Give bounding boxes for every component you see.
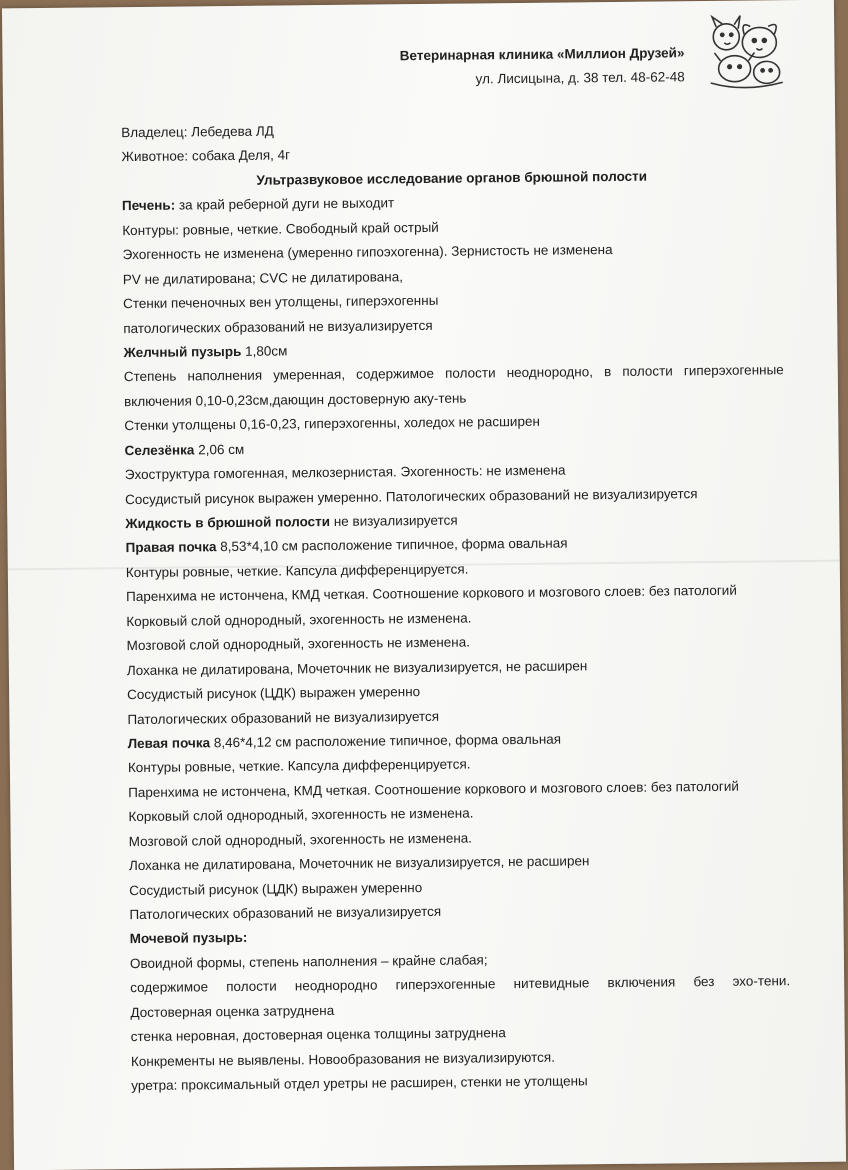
liver-heading: Печень:	[121, 197, 176, 214]
bladder-line: Конкременты не выявлены. Новообразования не визуализируются.	[130, 1049, 555, 1069]
bladder-line: уретра: проксимальный отдел уретры не расширен, стенки не утолщены	[131, 1073, 588, 1094]
gallbladder-line: Стенки утолщены 0,16-0,23, гиперэхогенны, холедох не расширен	[124, 414, 540, 434]
right-kidney-line: Сосудистый рисунок (ЦДК) выражен умеренно	[127, 684, 421, 703]
clinic-name: Ветеринарная клиника «Миллион Друзей»	[399, 45, 685, 64]
liver-line: Стенки печеночных вен утолщены, гиперэхогенны	[122, 292, 439, 312]
liver-line: патологических образований не визуализируется	[123, 317, 433, 336]
gallbladder-size: 1,80см	[245, 343, 288, 359]
left-kidney-line: Паренхима не истончена, КМД четкая. Соотношение коркового и мозгового слоев: без патологий	[128, 778, 739, 800]
report-title: Ультразвуковое исследование органов брюшной полости	[256, 168, 648, 188]
left-kidney-line: Контуры ровные, четкие. Капсула дифференцируется.	[127, 756, 471, 776]
right-kidney-line: Паренхима не истончена, КМД четкая. Соотношение коркового и мозгового слоев: без патологий	[126, 583, 737, 605]
right-kidney-line: Лоханка не дилатирована, Мочеточник не визуализируется, не расширен	[126, 657, 588, 678]
bladder-line: содержимое полости неоднородно гиперэхогенные нитевидные включения без эхо-тени.	[130, 973, 791, 996]
right-kidney-line: Мозговой слой однородный, эхогенность не изменена.	[126, 634, 471, 654]
left-kidney-line: Лоханка не дилатирована, Мочеточник не визуализируется, не расширен	[128, 853, 590, 874]
clinic-header	[400, 41, 685, 92]
bladder-line: Достоверная оценка затруднена	[130, 1002, 335, 1020]
right-kidney-line: Патологических образований не визуализируется	[127, 708, 440, 727]
spleen-heading: Селезёнка	[124, 442, 195, 458]
liver-line: Контуры: ровные, четкие. Свободный край острый	[122, 219, 439, 238]
left-kidney-size: 8,46*4,12 см расположение типичное, форма овальная	[213, 731, 562, 751]
left-kidney-line: Мозговой слой однородный, эхогенность не изменена.	[128, 830, 473, 849]
bladder-line: Овоидной формы, степень наполнения – крайне слабая;	[129, 952, 488, 971]
fluid-heading: Жидкость в брюшной полости	[125, 513, 331, 532]
spleen-line: Сосудистый рисунок выражен умеренно. Патологических образований не визуализируется	[125, 485, 698, 507]
gallbladder-heading: Желчный пузырь	[123, 343, 242, 361]
clinic-logo-animals	[704, 12, 787, 91]
bladder-line: стенка неровная, достоверная оценка толщины затруднена	[130, 1025, 506, 1045]
fluid-value: не визуализируется	[333, 512, 458, 529]
liver-line: Эхогенность не изменена (умеренно гипоэхогенна). Зернистость не изменена	[122, 242, 613, 263]
animal-label: Животное:	[121, 148, 189, 165]
report-body	[121, 114, 791, 1098]
left-kidney-line: Патологических образований не визуализируется	[129, 903, 442, 923]
owner-label: Владелец:	[121, 124, 188, 141]
spleen-line: Эхоструктура гомогенная, мелкозернистая. Эхогенность: не изменена	[124, 462, 566, 483]
left-kidney-line: Сосудистый рисунок (ЦДК) выражен умеренно	[129, 879, 423, 898]
right-kidney-heading: Правая почка	[125, 539, 217, 556]
right-kidney-line: Контуры ровные, четкие. Капсула дифференцируется.	[125, 561, 469, 580]
liver-position: за край реберной дуги не выходит	[178, 195, 395, 213]
owner-value: Лебедева ЛД	[191, 123, 274, 140]
left-kidney-heading: Левая почка	[127, 735, 211, 752]
left-kidney-line: Корковый слой однородный, эхогенность не изменена.	[128, 805, 474, 825]
liver-line: PV не дилатирована; CVC не дилатирована,	[122, 268, 404, 287]
animal-value: собака Деля, 4г	[191, 147, 291, 164]
report-sheet	[2, 0, 846, 1170]
spleen-size: 2,06 см	[198, 441, 245, 458]
gallbladder-line: Степень наполнения умеренная, содержимое полости неоднородно, в полости гиперэхогенные	[123, 362, 784, 385]
gallbladder-line: включения 0,10-0,23см,дающин достоверную аку-тень	[123, 390, 467, 409]
right-kidney-size: 8,53*4,10 см расположение типичное, форма овальная	[220, 535, 568, 555]
clinic-address: ул. Лисицына, д. 38 тел. 48-62-48	[475, 69, 685, 87]
right-kidney-line: Корковый слой однородный, эхогенность не изменена.	[126, 610, 472, 629]
bladder-heading: Мочевой пузырь:	[129, 930, 248, 947]
